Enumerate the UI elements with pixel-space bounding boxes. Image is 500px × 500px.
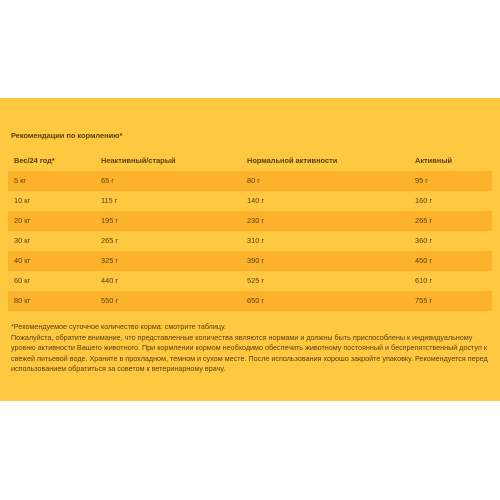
cell-active: 610 г [415,276,433,285]
cell-normal: 230 г [247,216,265,225]
cell-inactive: 325 г [101,256,119,265]
table-row [8,291,492,311]
cell-normal: 390 г [247,256,265,265]
table-row [8,191,492,211]
note-line: *Рекомендуемое суточное количество корма: смотрите таблицу. [11,322,226,331]
table-row [8,231,492,251]
table-row [8,211,492,231]
cell-weight: 60 кг [14,276,31,285]
cell-normal: 80 г [247,176,260,185]
cell-normal: 140 г [247,196,265,205]
cell-weight: 80 кг [14,296,31,305]
table-row [8,171,492,191]
cell-weight: 10 кг [14,196,31,205]
header-normal: Нормальной активности [247,156,338,165]
cell-normal: 650 г [247,296,265,305]
cell-inactive: 265 г [101,236,119,245]
cell-inactive: 440 г [101,276,119,285]
cell-weight: 5 кг [14,176,27,185]
header-inactive: Неактивный/старый [101,156,176,165]
feeding-table [8,150,492,311]
cell-active: 265 г [415,216,433,225]
table-header-row [8,150,492,171]
note-line: использованием обратиться за советом к ветеринарному врачу. [11,364,226,374]
cell-weight: 30 кг [14,236,31,245]
cell-inactive: 115 г [101,196,118,205]
cell-normal: 525 г [247,276,265,285]
note-line: уровню активности Вашего животного. При кормлении кормом необходимо обеспечить животному постоянный и беспрепятственный доступ к [11,343,488,353]
cell-weight: 20 кг [14,216,31,225]
table-title: Рекомендации по кормлению* [11,131,123,140]
header-active: Активный [415,156,453,165]
feeding-recommendations-panel [0,98,500,401]
note-line: свежей питьевой воде. Храните в прохладном, темном и сухом месте. После использования хорошо закройте упаковку. Рекомендуется перед [11,353,488,363]
cell-weight: 40 кг [14,256,31,265]
table-row [8,271,492,291]
cell-active: 95 г [415,176,428,185]
table-row [8,251,492,271]
note-line: Пожалуйста, обратите внимание, что представленные количества являются нормами и должны быть приспособлены к индивидуальному [11,332,473,342]
feeding-notes [11,322,491,375]
cell-inactive: 65 г [101,176,114,185]
cell-inactive: 195 г [101,216,119,225]
cell-active: 360 г [415,236,433,245]
cell-inactive: 550 г [101,296,119,305]
header-weight: Вес/24 год* [14,156,55,165]
cell-active: 160 г [415,196,433,205]
cell-normal: 310 г [247,236,265,245]
cell-active: 450 г [415,256,433,265]
cell-active: 755 г [415,296,433,305]
